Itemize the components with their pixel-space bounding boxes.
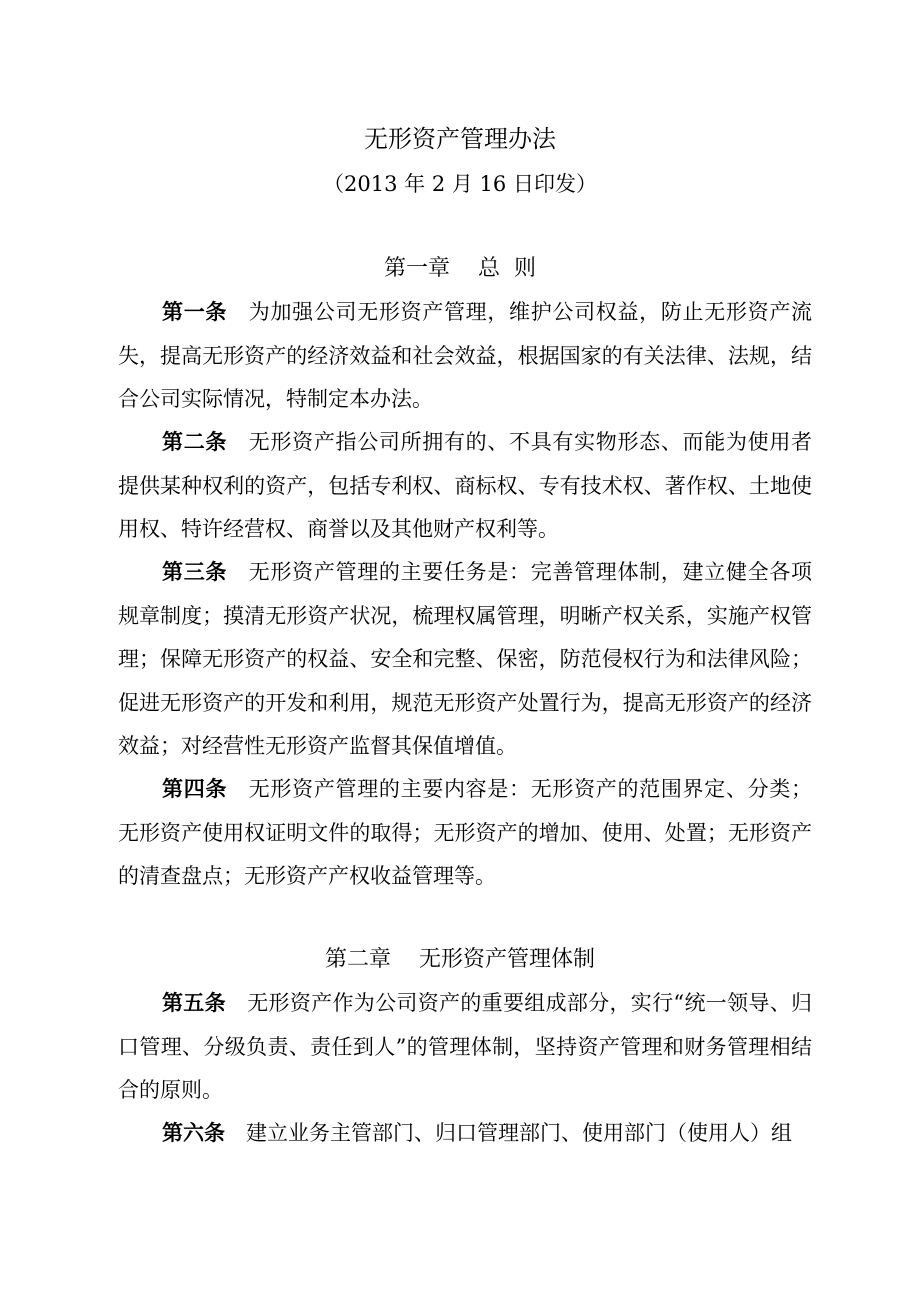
article: [118, 1112, 812, 1156]
document-title: 无形资产管理办法: [364, 125, 556, 153]
article: [118, 421, 812, 552]
article-text: 规章制度；摸清无形资产状况，梳理权属管理，明晰产权关系，实施产权管理；保障无形资产的权益、安全和完整、保密，防范侵权行为和法律风险；促进无形资产的开发和利用，规范无形资产处置行为，提高无形资产的经济效益；对经营性无形资产监督其保值增值。: [118, 603, 812, 758]
article-label: 第四条: [162, 777, 228, 801]
article-label: 第二条: [162, 430, 228, 454]
article-text-lead: 建立业务主管部门、归口管理部门、使用部门（使用人）组: [246, 1121, 792, 1145]
document-issue-date: （2013 年 2 月 16 日印发）: [323, 172, 597, 196]
article: [118, 982, 812, 1113]
article-text: 提供某种权利的资产，包括专利权、商标权、专有技术权、著作权、土地使用权、特许经营权、商誉以及其他财产权利等。: [118, 473, 812, 541]
article-text: 无形资产使用权证明文件的取得；无形资产的增加、使用、处置；无形资产的清查盘点；无形资产产权收益管理等。: [118, 820, 812, 888]
article-text: 失，提高无形资产的经济效益和社会效益，根据国家的有关法律、法规，结合公司实际情况，特制定本办法。: [118, 343, 812, 411]
article-label: 第五条: [162, 991, 226, 1015]
article-label: 第六条: [162, 1121, 225, 1145]
article-label: 第三条: [162, 560, 228, 584]
article: [118, 551, 812, 769]
article: [118, 768, 812, 899]
article-label: 第一条: [162, 300, 228, 324]
article-text-lead: 无形资产管理的主要内容是：无形资产的范围界定、分类；: [248, 777, 813, 801]
article-text: 归口管理、分级负责、责任到人”的管理体制，坚持资产管理和财务管理相结合的原则。: [118, 991, 813, 1102]
article-text-lead: 无形资产指公司所拥有的、不具有实物形态、而能为使用者: [248, 430, 813, 454]
article-text-lead: 无形资产作为公司资产的重要组成部分，实行“统一领导、: [246, 991, 792, 1015]
article: [118, 291, 812, 422]
article-text-lead: 为加强公司无形资产管理，维护公司权益，防止无形资产流: [248, 300, 813, 324]
chapter-heading: 第一章 总 则: [384, 256, 536, 281]
chapter-heading: 第二章 无形资产管理体制: [325, 947, 595, 972]
article-text-lead: 无形资产管理的主要任务是：完善管理体制，建立健全各项: [248, 560, 813, 584]
